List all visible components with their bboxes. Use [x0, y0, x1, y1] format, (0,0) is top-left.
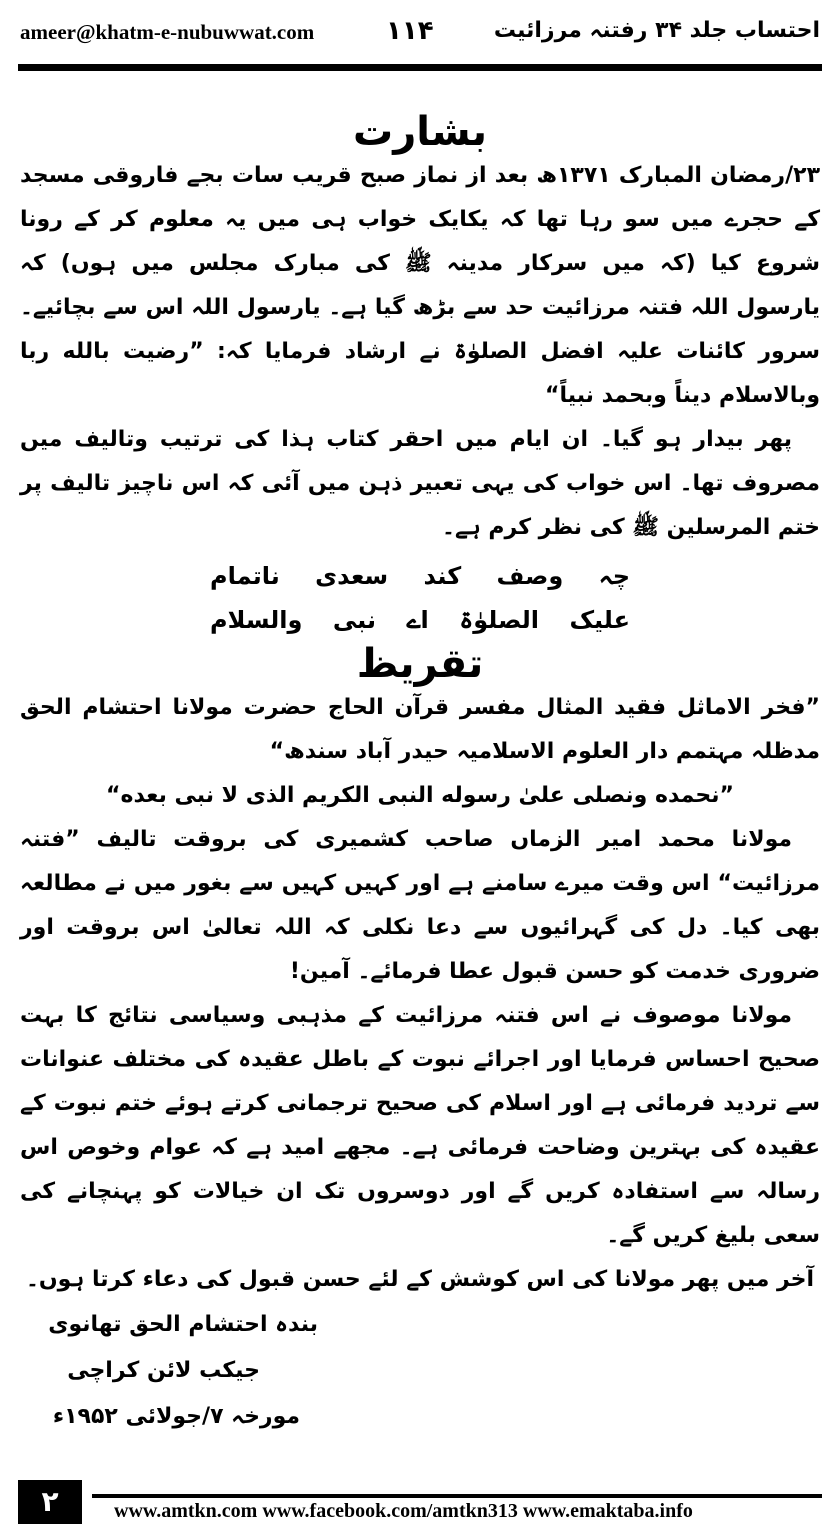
arabic-praise-line: ”نحمده ونصلی علیٰ رسوله النبی الکریم الذی لا نبی بعده“ — [106, 783, 734, 808]
taqreez-attribution: ”فخر الاماثل فقید المثال مفسر قرآن الحاج حضرت مولانا احتشام الحق مدظلہ مہتمم دار العلوم الاسلامیہ حیدر آباد سندھ“ — [20, 695, 820, 764]
page-header — [18, 14, 822, 56]
bisharat-paragraph-2: پھر بیدار ہو گیا۔ ان ایام میں احقر کتاب ہذا کی ترتیب وتالیف میں مصروف تھا۔ اس خواب کی یہی تعبیر ذہن میں آئی کہ اس ناچیز تالیف پر ختم المرسلین ﷺ کی نظر کرم ہے۔ — [20, 427, 820, 540]
poem-line-2 — [210, 598, 630, 642]
footer-urls: www.amtkn.com www.facebook.com/amtkn313 www.emaktaba.info — [114, 1500, 693, 1522]
taqreez-paragraph-1: مولانا محمد امیر الزماں صاحب کشمیری کی بروقت تالیف ”فتنہ مرزائیت“ اس وقت میرے سامنے ہے اور کہیں کہیں سے بغور میں نے مطالعہ بھی کیا۔ دل کی گہرائیوں سے دعا نکلی کہ اللہ تعالیٰ اس بروقت اور ضروری خدمت کو حسن قبول عطا فرمائے۔ آمین! — [20, 827, 820, 984]
bisharat-paragraph-1: ۲۳/رمضان المبارک ۱۳۷۱ھ بعد از نماز صبح قریب سات بجے فاروقی مسجد کے حجرے میں سو رہا تھا کہ یکایک خواب ہی میں یہ معلوم کر کے رونا شروع کیا (کہ میں سرکار مدینہ ﷺ کی مبارک مجلس میں ہوں) کہ یارسول اللہ فتنہ مرزائیت حد سے بڑھ گیا ہے۔ یارسول اللہ اس سے بچائیے۔ سرور کائنات علیہ افضل الصلوٰۃ نے ارشاد فرمایا کہ: ”رضیت بالله ربا وبالاسلام دیناً وبحمد نبیاً“ — [20, 163, 820, 408]
signature-place: جیکب لائن کراچی — [67, 1358, 260, 1383]
footer-page-box: ۲ — [18, 1480, 82, 1524]
header-rule — [18, 64, 822, 71]
header-email: ameer@khatm-e-nubuwwat.com — [20, 20, 315, 44]
page-body — [20, 110, 820, 1440]
poem-word: ناتمام — [210, 562, 280, 590]
taqreez-paragraph-2: مولانا موصوف نے اس فتنہ مرزائیت کے مذہبی وسیاسی نتائج کا بہت صحیح احساس فرمایا اور اجرائے نبوت کے باطل عقیدہ کی مختلف عنوانات سے تردید فرمائی ہے اور اسلام کی صحیح ترجمانی کرتے ہوئے ختم نبوت کے عقیدہ کی بہترین وضاحت فرمائی ہے۔ مجھے امید ہے کہ عوام وخوص اس رسالہ سے استفادہ کریں گے اور دوسروں تک ان خیالات کو پہنچانے کی سعی بلیغ کریں گے۔ — [20, 1003, 820, 1248]
signature-date: مورخہ ۷/جولائی ۱۹۵۲ء — [52, 1404, 300, 1429]
footer-rule — [92, 1494, 822, 1498]
section-heading-bisharat: بشارت — [353, 109, 487, 155]
poem-word: چہ — [598, 562, 630, 590]
poem-word: علیک — [569, 606, 630, 634]
poem-line-1 — [210, 554, 630, 598]
header-page-number: ۱۱۴ — [386, 16, 434, 46]
header-book-title: احتساب جلد ۳۴ رفتنہ مرزائیت — [493, 18, 820, 43]
poem-word: الصلوٰۃ — [459, 606, 539, 634]
taqreez-closing: آخر میں پھر مولانا کی اس کوشش کے لئے حسن قبول کی دعاء کرتا ہوں۔ — [25, 1267, 815, 1292]
signature-name: بندہ احتشام الحق تھانوی — [48, 1312, 318, 1337]
poem-couplet — [210, 554, 630, 642]
poem-word: کند — [423, 562, 462, 590]
poem-word: نبی — [332, 606, 376, 634]
poem-word: سعدی — [315, 562, 389, 590]
section-heading-taqreez: تقریظ — [356, 641, 484, 687]
page-footer — [18, 1480, 822, 1524]
poem-word: وصف — [496, 562, 564, 590]
poem-word: والسلام — [210, 606, 303, 634]
poem-word: اے — [406, 606, 429, 634]
